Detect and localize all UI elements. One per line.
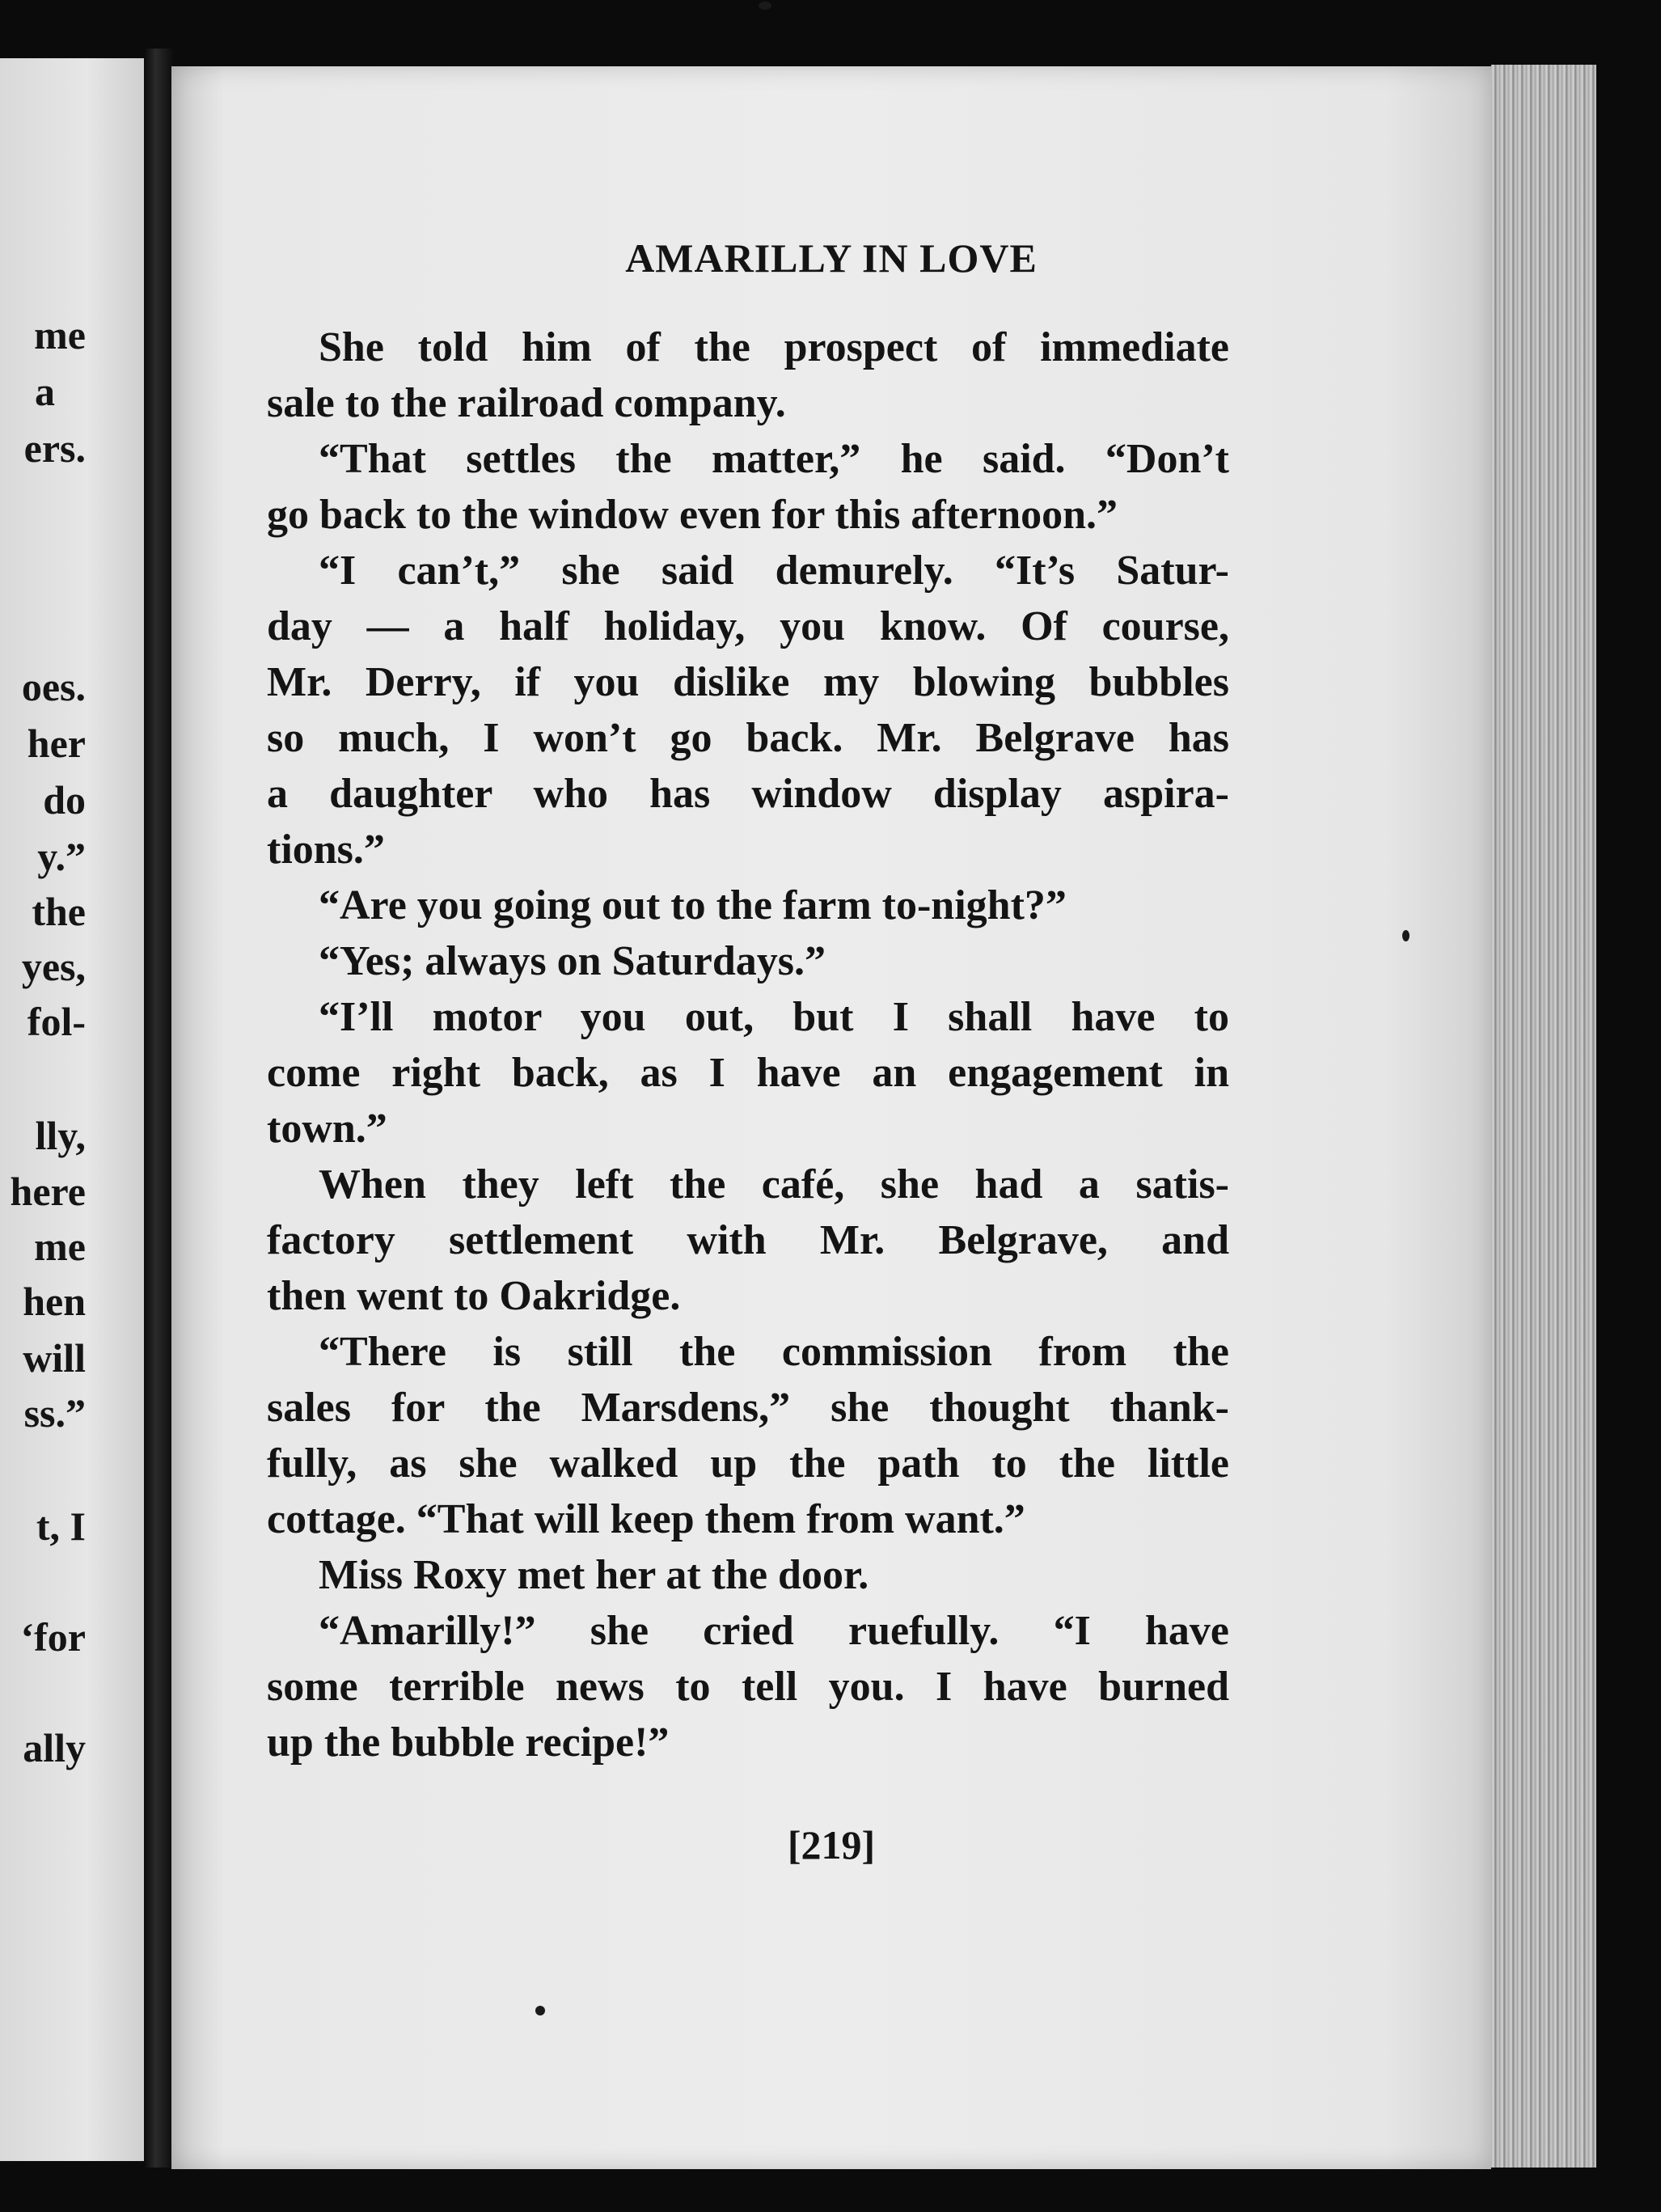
running-head: AMARILLY IN LOVE xyxy=(625,235,1038,281)
text-line: “Amarilly!” she cried ruefully. “I have xyxy=(319,1608,1229,1654)
left-facing-page xyxy=(0,58,144,2161)
text-line: When they left the café, she had a satis- xyxy=(319,1161,1229,1208)
left-page-fragment: y.” xyxy=(37,834,86,879)
left-page-fragment: ‘for xyxy=(20,1614,86,1660)
speck-mark xyxy=(535,2006,545,2015)
left-page-fragment: do xyxy=(43,777,86,823)
left-page-fragment: me xyxy=(34,1224,86,1269)
text-line: town.” xyxy=(267,1106,387,1152)
left-page-fragment: ally xyxy=(23,1725,86,1770)
text-line: some terrible news to tell you. I have burned xyxy=(267,1664,1229,1710)
left-page-fragment: yes, xyxy=(21,944,86,989)
speck-mark xyxy=(1402,930,1410,941)
left-page-fragment: fol- xyxy=(27,999,86,1044)
text-line: go back to the window even for this afternoon.” xyxy=(267,492,1118,538)
left-page-fragment: will xyxy=(23,1335,86,1381)
left-page-fragment: her xyxy=(27,721,86,766)
speck-mark xyxy=(759,2,771,10)
left-page-fragment: ers. xyxy=(23,425,86,471)
text-line: “I’ll motor you out, but I shall have to xyxy=(319,994,1229,1040)
text-line: She told him of the prospect of immediate xyxy=(319,324,1229,370)
page-number: [219] xyxy=(787,1822,876,1867)
book-gutter xyxy=(144,49,173,2168)
body-text xyxy=(267,319,1229,1770)
text-line: Mr. Derry, if you dislike my blowing bubbles xyxy=(267,659,1229,705)
text-line: fully, as she walked up the path to the little xyxy=(267,1440,1229,1487)
text-line: up the bubble recipe!” xyxy=(267,1719,670,1766)
edge-shadow xyxy=(1596,57,1661,2176)
text-line: Miss Roxy met her at the door. xyxy=(319,1552,869,1598)
text-line: “Yes; always on Saturdays.” xyxy=(319,938,826,984)
text-line: then went to Oakridge. xyxy=(267,1273,681,1319)
text-line: “There is still the commission from the xyxy=(319,1329,1229,1375)
text-line: come right back, as I have an engagement in xyxy=(267,1050,1229,1096)
left-page-fragment: ss.” xyxy=(23,1390,86,1436)
text-line: factory settlement with Mr. Belgrave, and xyxy=(267,1217,1229,1263)
page-edges xyxy=(1491,65,1596,2168)
text-line: sale to the railroad company. xyxy=(267,380,786,426)
text-line: so much, I won’t go back. Mr. Belgrave has xyxy=(267,715,1229,761)
text-line: sales for the Marsdens,” she thought thank- xyxy=(267,1385,1229,1431)
text-line: tions.” xyxy=(267,827,385,873)
text-line: day — a half holiday, you know. Of course, xyxy=(267,603,1229,649)
text-line: “I can’t,” she said demurely. “It’s Satur- xyxy=(319,548,1229,594)
left-page-fragment: the xyxy=(32,889,86,934)
left-page-fragment: lly, xyxy=(35,1113,86,1158)
text-line: “Are you going out to the farm to-night?” xyxy=(319,882,1067,928)
left-page-fragment: hen xyxy=(23,1279,86,1324)
left-page-fragment: a xyxy=(35,369,55,414)
text-line: “That settles the matter,” he said. “Don’t xyxy=(319,436,1229,482)
text-line: a daughter who has window display aspira- xyxy=(267,771,1229,817)
left-page-fragment: t, I xyxy=(36,1504,86,1549)
left-page-fragment: here xyxy=(10,1169,86,1214)
left-page-fragment: me xyxy=(34,312,86,357)
text-line: cottage. “That will keep them from want.” xyxy=(267,1496,1025,1542)
left-page-fragment: oes. xyxy=(21,664,86,709)
